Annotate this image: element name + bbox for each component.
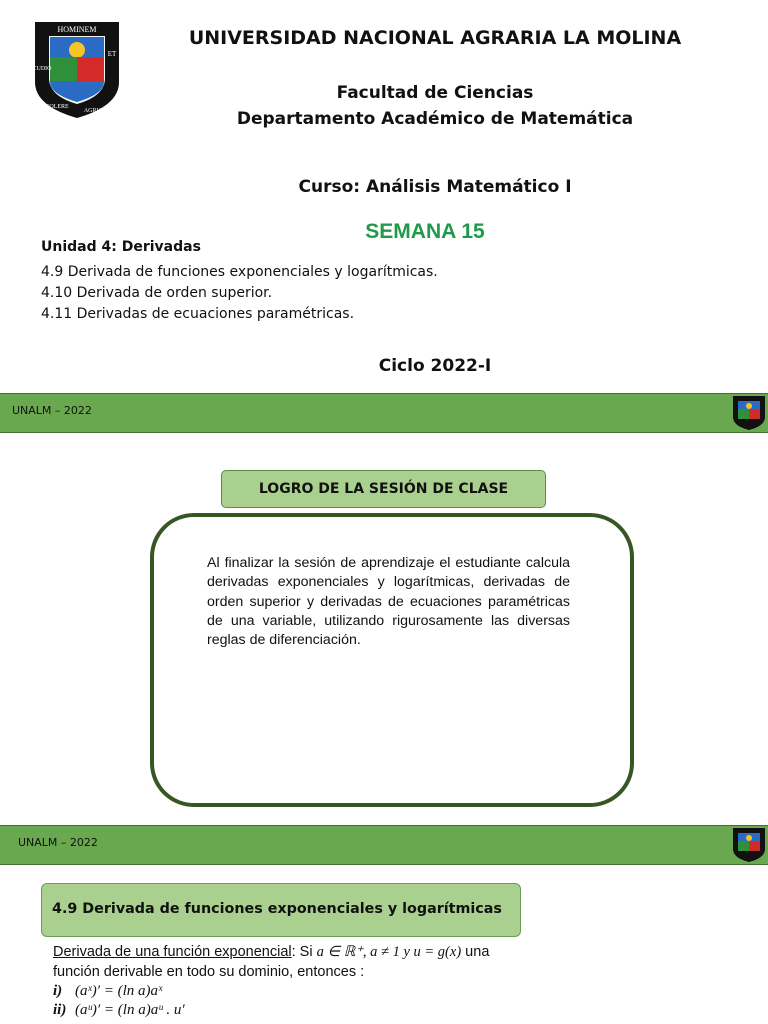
faculty-name: Facultad de Ciencias	[336, 83, 534, 103]
crest-motto-left: CUDIO	[32, 66, 52, 72]
formula-expression: (aᵘ)′ = (ln a)aᵘ . u′	[75, 1002, 185, 1018]
formula-row	[53, 1002, 185, 1019]
definition-line	[53, 944, 489, 961]
faculty-block	[150, 80, 720, 132]
university-name: UNIVERSIDAD NACIONAL AGRARIA LA MOLINA	[188, 27, 682, 49]
slide-footer-band	[0, 825, 768, 865]
session-goal-title: LOGRO DE LA SESIÓN DE CLASE	[258, 481, 509, 497]
week-title: SEMANA 15	[365, 220, 485, 243]
unit-title: Unidad 4: Derivadas	[41, 239, 201, 255]
section-title-box	[41, 883, 521, 937]
formula-number: ii)	[53, 1002, 67, 1018]
definition-condition: a ∈ ℝ⁺, a ≠ 1 y u = g(x)	[316, 944, 462, 960]
course-title: Curso: Análisis Matemático I	[298, 177, 572, 197]
formula-number: i)	[53, 983, 63, 999]
crest-motto-top: HOMINEM	[57, 25, 97, 34]
session-goal-text: Al finalizar la sesión de aprendizaje el estudiante calcula derivadas exponenciales y logarítmicas, derivadas de orden superior y derivadas de ecuaciones paramétricas de una variable, utilizando rigurosamente las diversas reglas de diferenciación.	[207, 555, 570, 649]
crest-motto-bottom-left: COLERE	[45, 104, 69, 110]
topic-list	[41, 262, 438, 325]
topic-item: 4.10 Derivada de orden superior.	[41, 285, 273, 301]
session-goal-title-box	[221, 470, 546, 508]
topic-item: 4.11 Derivadas de ecuaciones paramétricas.	[41, 306, 355, 322]
band-label: UNALM – 2022	[18, 836, 98, 849]
topic-item: 4.9 Derivada de funciones exponenciales y logarítmicas.	[41, 264, 438, 280]
definition-si: Si	[295, 944, 317, 960]
definition-continuation: función derivable en todo su dominio, entonces :	[53, 964, 365, 980]
band-label: UNALM – 2022	[12, 404, 92, 417]
definition-una: una	[461, 944, 490, 960]
definition-label: Derivada de una función exponencial	[53, 944, 292, 960]
definition-colon: :	[291, 944, 296, 960]
formula-expression: (aˣ)′ = (ln a)aˣ	[75, 983, 163, 999]
department-name: Departamento Académico de Matemática	[236, 109, 634, 129]
section-title: 4.9 Derivada de funciones exponenciales y logarítmicas	[52, 901, 502, 917]
university-crest-small	[732, 827, 766, 863]
university-crest	[33, 20, 121, 120]
formula-row	[53, 983, 162, 1000]
university-crest-small	[732, 395, 766, 431]
cycle-label: Ciclo 2022-I	[378, 356, 492, 376]
crest-motto-bottom-right: AGRUM	[83, 108, 107, 114]
slide-footer-band	[0, 393, 768, 433]
crest-motto-right: ET	[107, 50, 117, 58]
